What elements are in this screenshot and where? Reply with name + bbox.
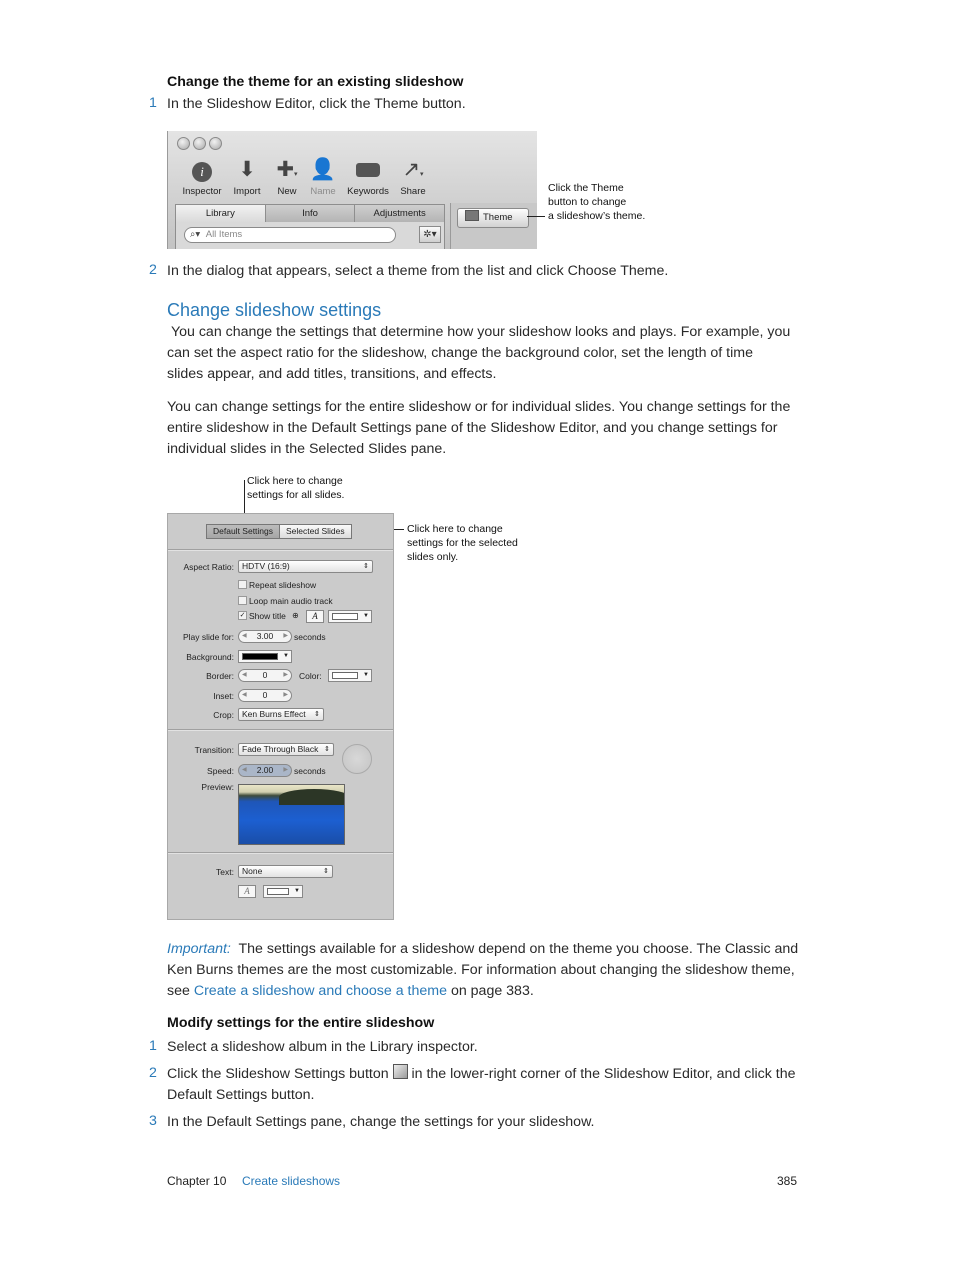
tab-adjustments[interactable]: Adjustments	[373, 208, 426, 219]
callout-text: Click here to change	[407, 523, 503, 535]
divider	[168, 852, 394, 854]
border-color-well[interactable]	[328, 669, 372, 682]
speed-value: 2.00	[256, 765, 274, 775]
step-number: 2	[149, 262, 157, 278]
divider	[168, 729, 394, 731]
transition-direction-control[interactable]	[342, 744, 372, 774]
library-pane	[175, 222, 445, 249]
seconds-label: seconds	[294, 632, 326, 642]
search-icon: ⌕▾	[190, 229, 201, 240]
stepper-left-icon[interactable]: ◀	[242, 633, 247, 639]
settings-pane-screenshot	[167, 513, 394, 920]
chevron-down-icon: ▼	[283, 653, 289, 659]
page-number: 385	[777, 1174, 798, 1188]
theme-callout	[548, 181, 645, 223]
task-heading-modify-settings: Modify settings for the entire slideshow	[167, 1015, 435, 1031]
section-paragraph-2: You can change settings for the entire slideshow or for individual slides. You change settings for the entire slideshow in the Default Settings pane of the Slideshow Editor, and you change settings for individual slides in the Selected Slides pane.	[167, 399, 791, 457]
plus-icon: ✚▾	[276, 158, 298, 181]
inset-value: 0	[262, 690, 268, 700]
inspector-tabs	[175, 204, 445, 223]
window-zoom-button[interactable]	[209, 137, 222, 150]
text-value: None	[242, 866, 263, 876]
stepper-right-icon[interactable]: ▶	[283, 633, 288, 639]
crop-popup[interactable]	[238, 708, 324, 721]
step-text: In the dialog that appears, select a theme from the list and click Choose Theme.	[167, 263, 669, 279]
callout-text: Click here to change	[247, 475, 343, 487]
background-label: Background:	[186, 652, 234, 662]
default-settings-callout	[247, 474, 344, 502]
border-label: Border:	[206, 671, 234, 681]
step-text: In the Slideshow Editor, click the Theme button.	[167, 96, 466, 112]
callout-text: slides only.	[407, 551, 459, 563]
slideshow-settings-icon	[393, 1064, 408, 1079]
toolbar-label: Name	[310, 186, 336, 197]
important-label: Important:	[167, 941, 231, 957]
repeat-label: Repeat slideshow	[249, 580, 317, 590]
important-text-end: on page 383.	[447, 983, 534, 999]
stepper-right-icon[interactable]: ▶	[283, 692, 288, 698]
step-text-part: in the lower-right corner of the Slideshow Editor, and click the Default Settings button.	[167, 1066, 796, 1103]
step-number: 2	[149, 1065, 157, 1081]
transition-value: Fade Through Black	[242, 744, 319, 754]
callout-text: settings for the selected	[407, 537, 518, 549]
speed-stepper[interactable]	[238, 764, 292, 777]
important-text: The settings available for a slideshow depend on the theme you choose. The Classic and Ken Burns themes are the most customizable. For information about changing the slideshow theme, see	[167, 941, 803, 999]
text-font-button[interactable]: A	[238, 885, 256, 898]
step-number: 1	[149, 1038, 157, 1054]
section-title: Change slideshow settings	[167, 300, 382, 320]
seconds-label: seconds	[294, 766, 326, 776]
title-color-well[interactable]	[328, 610, 372, 623]
stepper-right-icon[interactable]: ▶	[283, 767, 288, 773]
updown-icon: ⇕	[363, 563, 369, 570]
default-settings-button[interactable]: Default Settings	[207, 525, 280, 538]
footer-chapter-link[interactable]: Create slideshows	[242, 1174, 341, 1188]
crop-value: Ken Burns Effect	[242, 709, 306, 719]
selected-slides-callout	[407, 522, 518, 564]
color-swatch	[242, 653, 278, 660]
text-label: Text:	[216, 867, 234, 877]
tab-info[interactable]: Info	[266, 205, 356, 222]
gear-icon: ✲▾	[423, 229, 437, 240]
checkmark-icon: ✓	[239, 612, 246, 619]
toolbar-label: Keywords	[347, 186, 389, 197]
callout-text: Click the Theme	[548, 182, 624, 194]
callout-text: settings for all slides.	[247, 489, 345, 501]
inset-label: Inset:	[213, 691, 234, 701]
theme-page-link[interactable]: Create a slideshow and choose a theme	[193, 983, 447, 999]
title-font-button[interactable]: A	[306, 610, 324, 623]
footer-chapter: Chapter 10	[167, 1174, 227, 1188]
speed-label: Speed:	[207, 766, 234, 776]
selected-slides-button[interactable]: Selected Slides	[286, 526, 345, 536]
person-icon: 👤	[309, 158, 337, 181]
stepper-left-icon[interactable]: ◀	[242, 767, 247, 773]
show-title-label: Show title	[249, 611, 286, 621]
aspect-ratio-value: HDTV (16:9)	[242, 561, 290, 571]
callout-line	[527, 216, 545, 217]
color-swatch	[332, 613, 358, 620]
step-text-part: Click the Slideshow Settings button	[167, 1066, 393, 1082]
theme-button[interactable]	[457, 208, 529, 228]
preview-label: Preview:	[201, 782, 234, 792]
color-swatch	[267, 888, 289, 895]
toolbar-label: Share	[400, 186, 426, 197]
section-paragraph-1: You can change the settings that determine how your slideshow looks and plays. For example, you can set the aspect ratio for the slideshow, change the background color, set the length of time slides appear, and add titles, transitions, and effects.	[167, 324, 795, 382]
toolbar-label: New	[277, 186, 297, 197]
inset-stepper[interactable]	[238, 689, 292, 702]
loop-audio-label: Loop main audio track	[249, 596, 333, 606]
theme-icon	[465, 210, 479, 221]
share-icon: ↗▾	[402, 158, 424, 181]
callout-text: a slideshow’s theme.	[548, 210, 646, 222]
play-for-value: 3.00	[256, 631, 274, 641]
toolbar-screenshot	[167, 131, 537, 249]
aspect-ratio-label: Aspect Ratio:	[183, 562, 234, 572]
stepper-left-icon[interactable]: ◀	[242, 692, 247, 698]
border-value: 0	[262, 670, 268, 680]
info-icon: i	[176, 155, 228, 185]
important-note	[167, 939, 802, 1002]
text-popup[interactable]	[238, 865, 333, 878]
theme-button-label: Theme	[483, 212, 513, 223]
updown-icon: ⇕	[323, 868, 329, 875]
step-number: 3	[149, 1113, 157, 1129]
text-color-well[interactable]	[263, 885, 303, 898]
aspect-ratio-popup[interactable]	[238, 560, 373, 573]
color-swatch	[332, 672, 358, 679]
play-for-label: Play slide for:	[182, 632, 234, 642]
color-label: Color:	[299, 671, 322, 681]
updown-icon: ⇕	[314, 711, 320, 718]
step-number: 1	[149, 95, 157, 111]
search-input[interactable]	[184, 227, 396, 243]
chevron-down-icon: ▼	[363, 613, 369, 619]
repeat-checkbox[interactable]	[238, 580, 247, 589]
window-close-button[interactable]	[177, 137, 190, 150]
updown-icon: ⇕	[324, 746, 330, 753]
loop-audio-checkbox[interactable]	[238, 596, 247, 605]
crop-label: Crop:	[213, 710, 234, 720]
stepper-right-icon[interactable]: ▶	[283, 672, 288, 678]
step-text: In the Default Settings pane, change the settings for your slideshow.	[167, 1114, 595, 1130]
arrow-down-icon: ⬇	[238, 158, 256, 181]
step-text	[167, 1064, 802, 1106]
toolbar-label: Inspector	[182, 186, 222, 197]
share-button[interactable]	[387, 155, 439, 197]
settings-segmented-control	[206, 524, 352, 539]
slideshow-toolbar	[450, 203, 537, 249]
callout-text: button to change	[548, 196, 627, 208]
show-title-checkbox[interactable]	[238, 611, 247, 620]
window-minimize-button[interactable]	[193, 137, 206, 150]
stepper-left-icon[interactable]: ◀	[242, 672, 247, 678]
search-placeholder: All Items	[205, 229, 243, 240]
toolbar-label: Import	[233, 186, 261, 197]
task-heading-change-theme: Change the theme for an existing slideshow	[167, 74, 464, 90]
title-position-icon[interactable]: ⊕	[292, 611, 299, 620]
preview-hill	[279, 789, 345, 805]
play-for-stepper[interactable]	[238, 630, 292, 643]
tab-library[interactable]: Library	[176, 205, 266, 222]
chevron-down-icon: ▼	[363, 672, 369, 678]
background-color-well[interactable]	[238, 650, 292, 663]
step-text: Select a slideshow album in the Library inspector.	[167, 1039, 478, 1055]
transition-label: Transition:	[194, 745, 234, 755]
gear-button[interactable]	[419, 226, 441, 243]
chevron-down-icon: ▼	[294, 888, 300, 894]
transition-preview-image	[238, 784, 345, 845]
transition-popup[interactable]	[238, 743, 334, 756]
divider	[168, 549, 394, 551]
border-stepper[interactable]	[238, 669, 292, 682]
